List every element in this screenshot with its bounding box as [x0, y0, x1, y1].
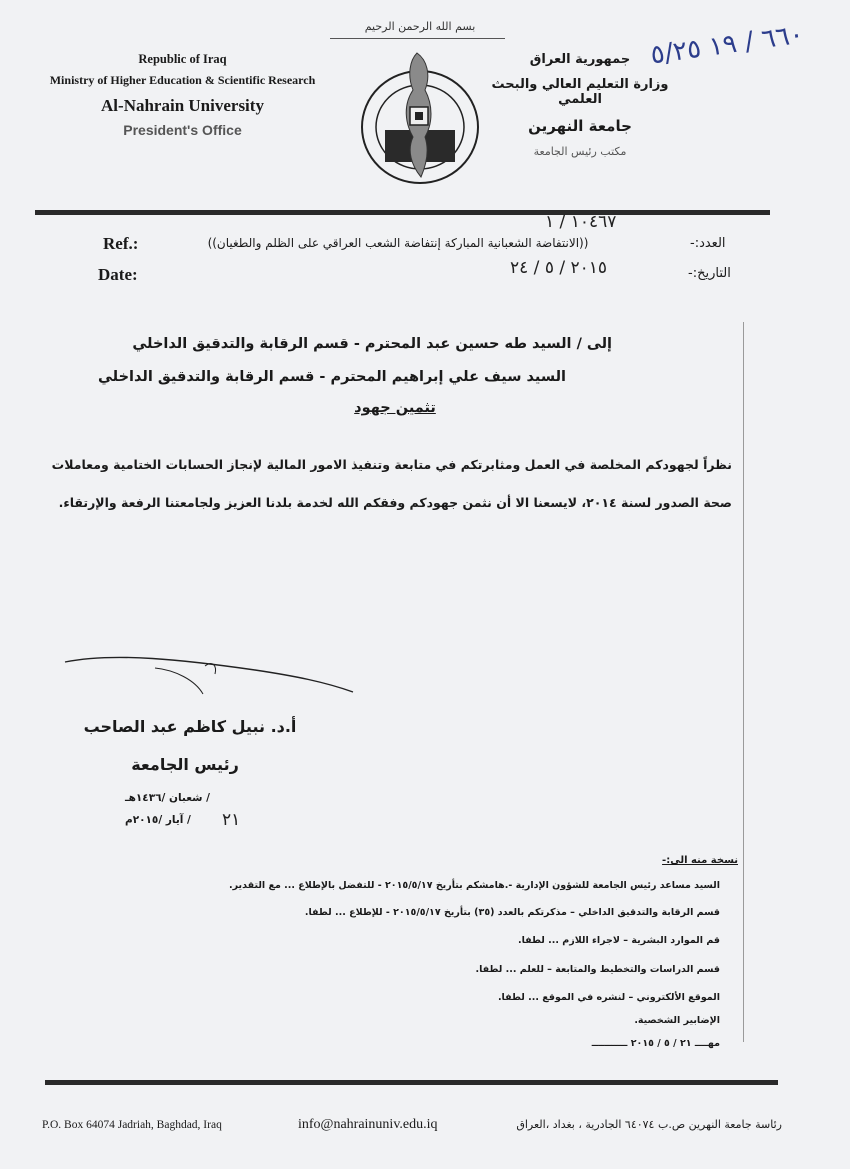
basmala-underline — [330, 38, 505, 39]
greg-date: / آيار /٢٠١٥م — [125, 814, 191, 826]
basmala: بسم الله الرحمن الرحيم — [364, 20, 476, 33]
seal-icon — [355, 45, 485, 185]
header-ar-line2: وزارة التعليم العالي والبحث العلمي — [491, 77, 669, 107]
date-label: Date: — [98, 265, 138, 284]
slogan: ((الانتفاضة الشعبانية المباركة إنتفاضة الشعب العراقي على الظلم والطغيان)) — [207, 236, 589, 250]
header-en-office: President's Office — [123, 122, 242, 138]
copies-item: قسم الرقابة والتدقيق الداخلي – مذكرتكم بالعدد (٣٥) بتأريخ ٢٠١٥/٥/١٧ - للإطلاع ... لطفا. — [304, 907, 720, 918]
signatory-title: رئيس الجامعة — [131, 755, 239, 774]
header-ar — [480, 52, 680, 158]
body-line2: صحة الصدور لسنة ٢٠١٤، لايسعنا الا أن نثمن جهودكم وفقكم الله لخدمة بلدنا العزيز ولجامعتنا الرفعة والإرتقاء. — [58, 495, 732, 510]
signature-icon — [55, 650, 365, 710]
handwritten-note: ٦٦٠ / ١٩ ٥/٢٥ — [648, 19, 806, 71]
footer-address-en: P.O. Box 64074 Jadriah, Baghdad, Iraq — [42, 1119, 222, 1131]
copies-heading: نسخة منه الى:- — [662, 855, 738, 866]
date-label-ar: التاريخ:- — [688, 266, 731, 281]
header-ar-university: جامعة النهرين — [528, 117, 632, 135]
university-seal — [355, 45, 485, 185]
header-ar-line1: جمهورية العراق — [529, 52, 631, 67]
handwritten-signature — [55, 650, 365, 710]
handwritten-day: ٢١ — [222, 810, 241, 830]
body-line1: نظراً لجهودكم المخلصة في العمل ومثابرتكم في متابعة وتنفيذ الامور المالية لإنجاز الحسابات الختامية ومعاملات — [51, 457, 732, 472]
header-en-line1: Republic of Iraq — [138, 52, 227, 66]
copies-item: الموقع الألكتروني – لنشره في الموقع ... لطفا. — [497, 992, 720, 1003]
copies-item: مهــــ ٢١ / ٥ / ٢٠١٥ ـــــــــــ — [591, 1038, 720, 1049]
footer-rule — [45, 1080, 778, 1085]
header-en-university: Al-Nahrain University — [101, 96, 264, 115]
header-rule — [35, 210, 770, 215]
header-en — [20, 52, 345, 138]
copies-item: قم الموارد البشرية – لاجراء اللازم ... لطفا. — [517, 935, 720, 946]
footer-address-ar: رئاسة جامعة النهرين ص.ب ٦٤٠٧٤ الجادرية ، بغداد ،العراق — [516, 1118, 782, 1131]
footer-email[interactable]: info@nahrainuniv.edu.iq — [298, 1117, 438, 1132]
copies-item: قسم الدراسات والتخطيط والمتابعة – للعلم ... لطفا. — [475, 964, 720, 975]
header-en-line2: Ministry of Higher Education & Scientific Research — [49, 73, 316, 87]
date-value: ٢٠١٥ / ٥ / ٢٤ — [510, 258, 608, 278]
ref-label: Ref.: — [103, 234, 139, 253]
hijri-date: / شعبان /١٤٣٦هـ — [125, 792, 210, 804]
header-ar-office: مكتب رئيس الجامعة — [533, 145, 627, 158]
signatory-name: أ.د. نبيل كاظم عبد الصاحب — [83, 717, 297, 736]
copies-item: الإضابير الشخصية. — [634, 1015, 720, 1026]
number-value: ١٠٤٦٧ / ١ — [545, 212, 617, 232]
addressee-line1: إلى / السيد طه حسين عبد المحترم - قسم الرقابة والتدقيق الداخلي — [132, 336, 612, 352]
copies-item: السيد مساعد رئيس الجامعة للشؤون الإدارية -.هامشكم بتأريخ ٢٠١٥/٥/١٧ - للتفضل بالإطلاع ... مع التقدير. — [229, 880, 720, 891]
margin-line — [743, 322, 744, 1042]
subject: تثمين جهود — [354, 400, 436, 416]
addressee-line2: السيد سيف علي إبراهيم المحترم - قسم الرقابة والتدقيق الداخلي — [98, 369, 566, 385]
number-label-ar: العدد:- — [690, 236, 726, 251]
